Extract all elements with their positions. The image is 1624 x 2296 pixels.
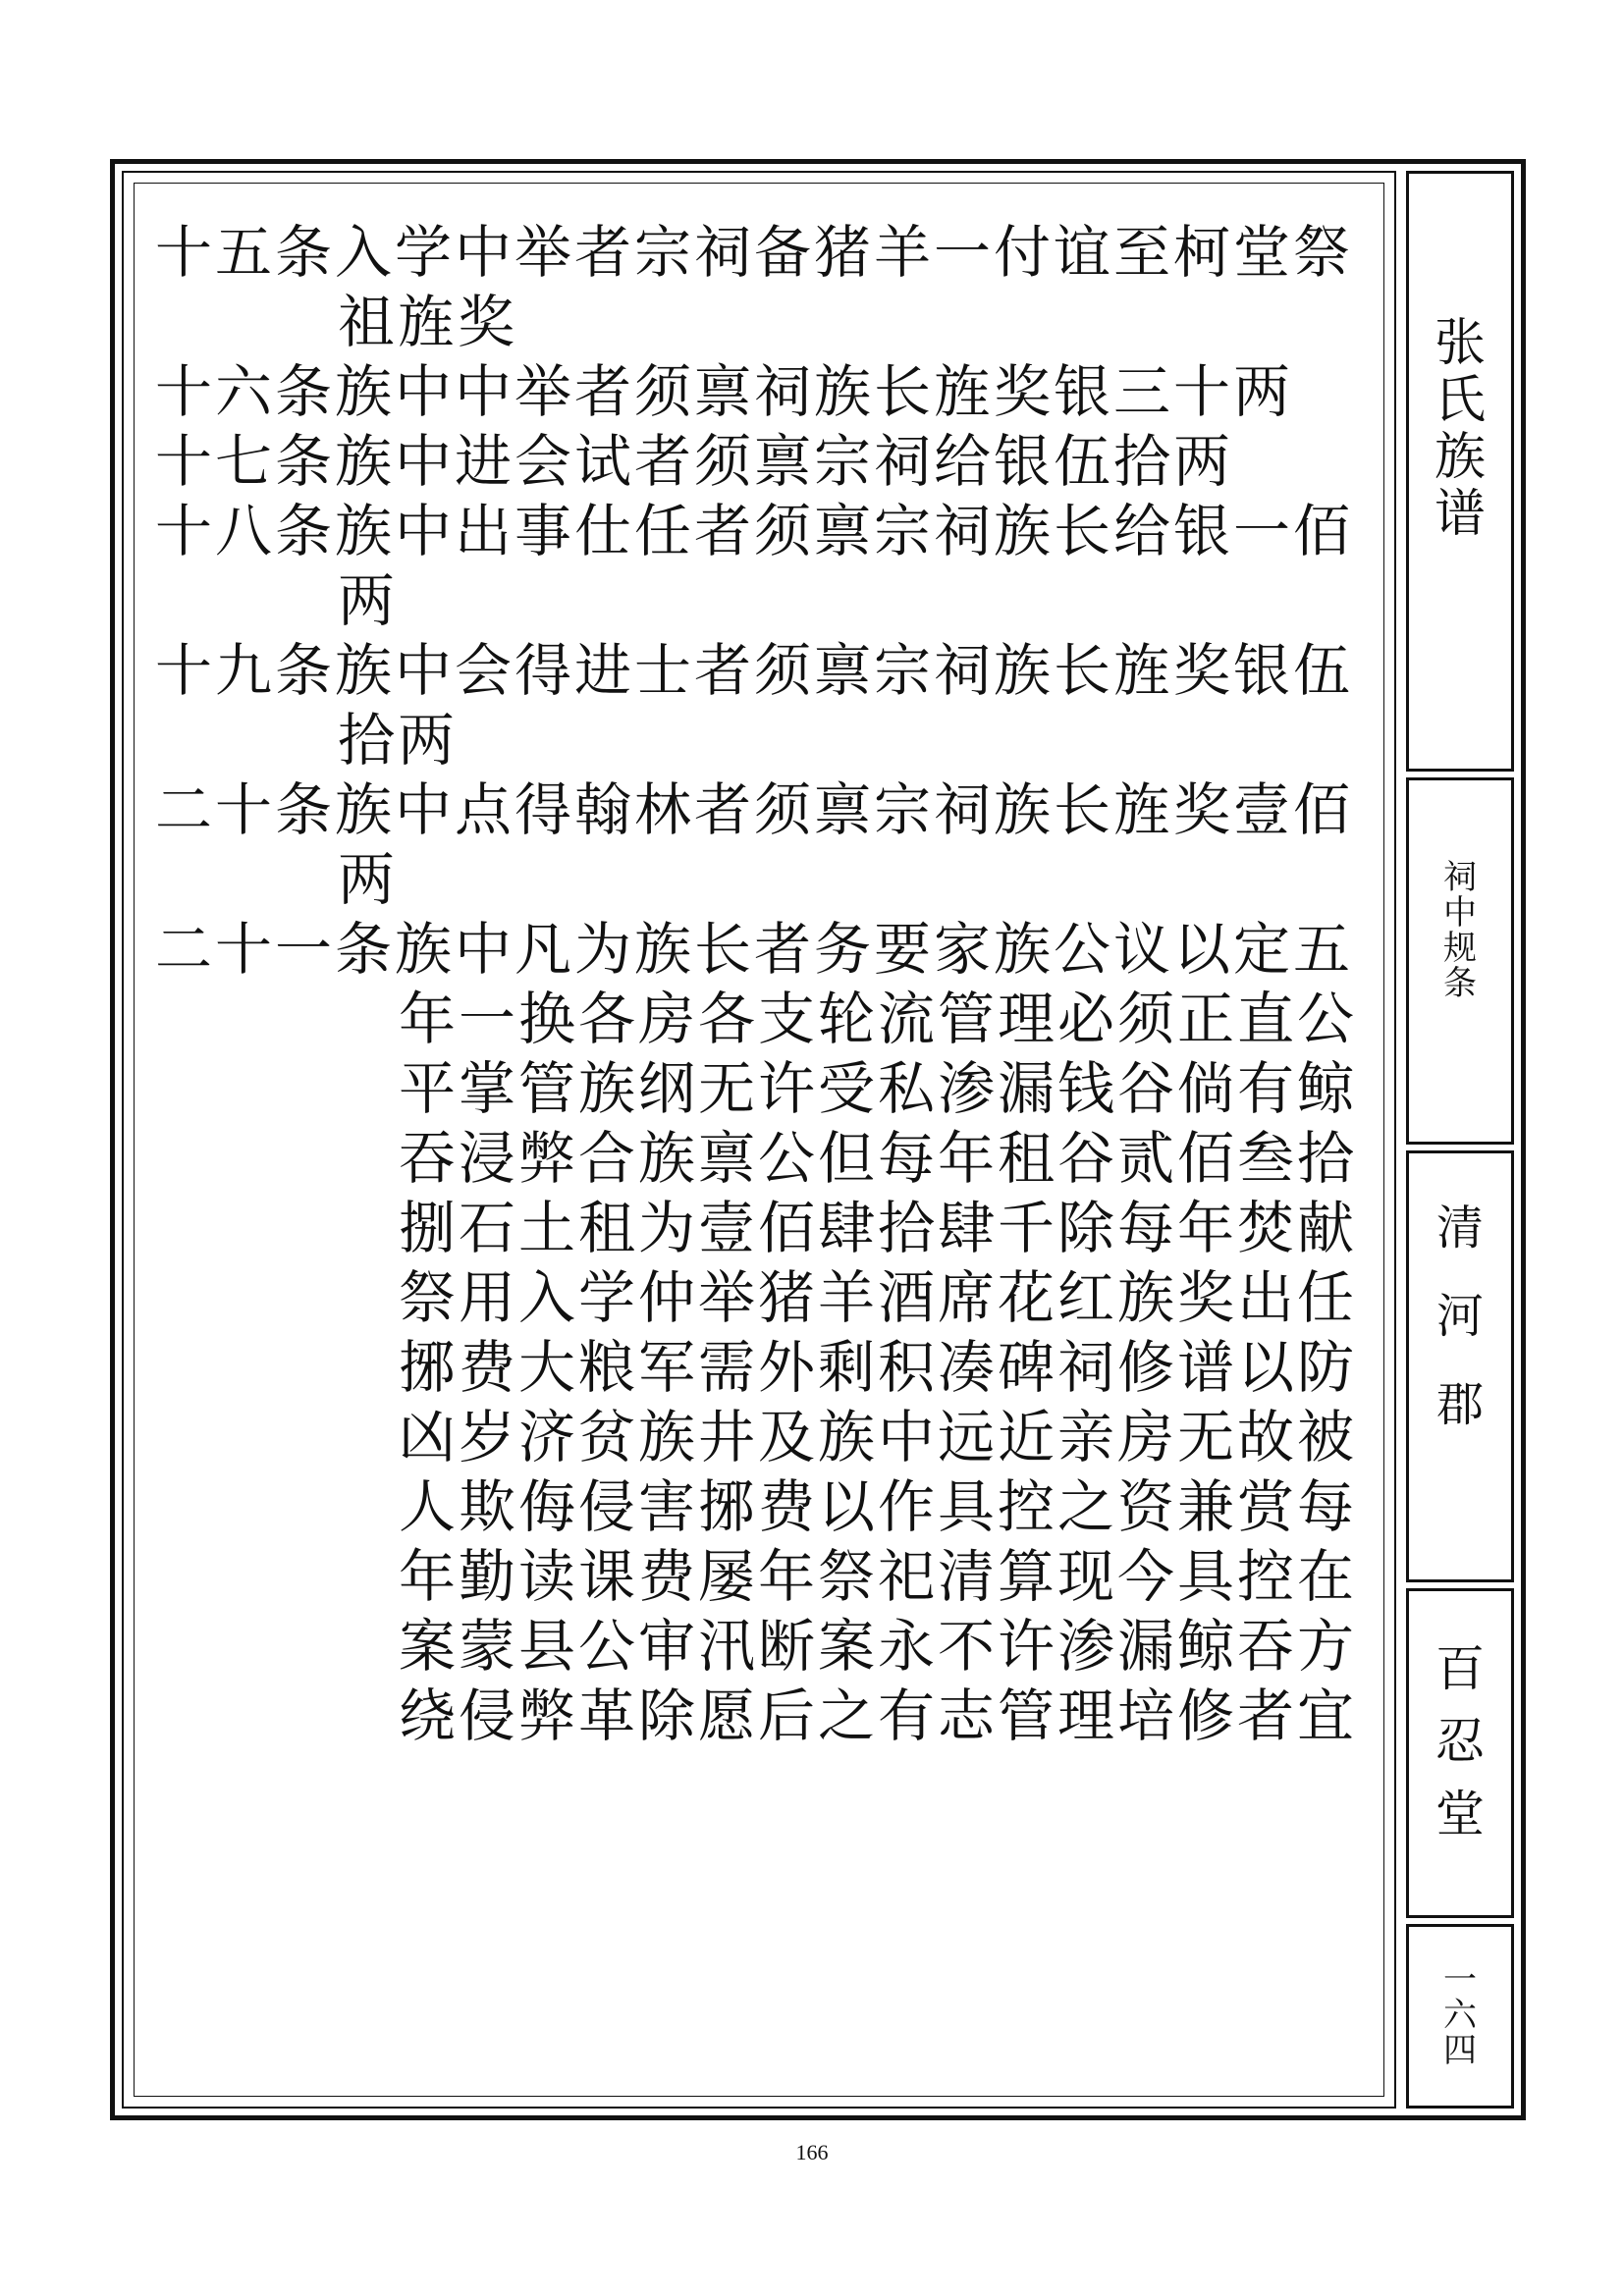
rule-continuation-line: 凶岁济贫族井及族中远近亲房无故被 [399,1404,1358,1470]
rule-continuation-line: 两 [338,567,399,634]
rule-entry [155,218,1373,357]
vertical-char: 族 [1434,428,1486,487]
rule-continuation-line: 案蒙县公审汛断案永不许渗漏鲸吞方 [399,1613,1358,1680]
vertical-char: 条 [1443,964,1477,1003]
vertical-char: 百 [1435,1640,1485,1697]
rule-continuation-line: 捌石土租为壹佰肆拾肆千除每年焚献 [399,1195,1358,1261]
rule-line: 十七条族中进会试者须禀宗祠给银伍拾两 [155,428,1234,495]
vertical-char: 河 [1435,1289,1484,1344]
rule-continuation-line: 平掌管族纲无许受私渗漏钱谷倘有鲸 [399,1055,1358,1122]
rule-line: 十九条族中会得进士者须禀宗祠族长旌奖银伍 [155,637,1354,704]
rule-entry [155,357,1373,427]
rule-continuation-line: 祖旌奖 [338,289,518,355]
vertical-char: 祠 [1443,858,1477,897]
side-cell-hall [1406,1588,1514,1918]
vertical-char: 忍 [1435,1713,1485,1770]
rule-line: 十八条族中出事仕任者须禀宗祠族长给银一佰 [155,498,1354,564]
section-title [1443,858,1477,1003]
side-title-column [1406,171,1514,2109]
vertical-char: 郡 [1435,1377,1484,1432]
rule-continuation-line: 祭用入学仲举猪羊酒席花红族奖出任 [399,1264,1358,1331]
page-number: 166 [795,2140,829,2164]
side-cell-section [1406,777,1514,1145]
commandery-name [1435,1201,1484,1469]
vertical-char: 氏 [1434,371,1486,430]
vertical-char: 四 [1443,2031,1477,2070]
rule-continuation-line: 吞浸弊合族禀公但每年租谷贰佰叁拾 [399,1125,1358,1192]
rule-continuation-line: 人欺侮侵害捓费以作具控之资兼赏每 [399,1473,1358,1540]
rule-entry [155,915,1373,1751]
rule-entry [155,427,1373,497]
rule-line: 十六条族中中举者须禀祠族长旌奖银三十两 [155,358,1294,425]
leaf-number [1443,1960,1477,2070]
vertical-char: 六 [1443,1996,1477,2035]
vertical-char: 一 [1443,1960,1477,2000]
rule-continuation-line: 年一换各房各支轮流管理必须正直公 [399,986,1358,1052]
rule-continuation-line: 绕侵弊革除愿后之有志管理培修者宜 [399,1682,1358,1749]
rule-entry [155,497,1373,636]
rule-continuation-line: 年勤读课费屡年祭祀清算现今具控在 [399,1543,1358,1610]
vertical-char: 堂 [1435,1786,1485,1842]
side-cell-leaf-number [1406,1924,1514,2109]
side-cell-commandery [1406,1150,1514,1582]
rule-line: 十五条入学中举者宗祠备猪羊一付谊至柯堂祭 [155,219,1354,286]
rule-continuation-line: 两 [338,846,399,913]
book-title [1434,314,1486,546]
vertical-char: 规 [1443,929,1477,968]
rule-continuation-line: 拾两 [338,707,459,774]
hall-name [1435,1640,1485,1862]
rule-line: 二十一条族中凡为族长者务要家族公议以定五 [155,916,1354,983]
rule-entry [155,775,1373,915]
side-cell-book-title [1406,171,1514,772]
vertical-char: 张 [1434,314,1486,373]
vertical-char: 谱 [1434,485,1486,544]
vertical-char: 清 [1435,1201,1484,1255]
rules-list [155,218,1373,1751]
vertical-char: 中 [1443,893,1477,933]
rule-entry [155,636,1373,775]
rule-continuation-line: 捓费大粮军需外剩积凑碑祠修谱以防 [399,1334,1358,1401]
rule-line: 二十条族中点得翰林者须禀宗祠族长旌奖壹佰 [155,776,1354,843]
